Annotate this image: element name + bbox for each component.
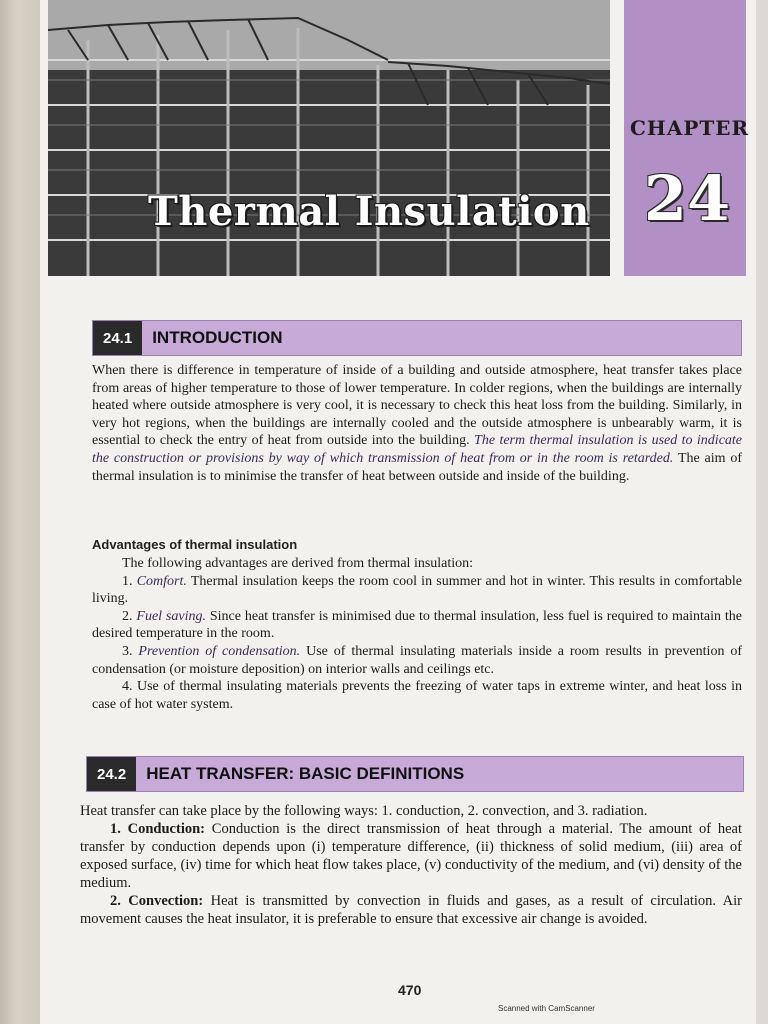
scanner-watermark: Scanned with CamScanner: [498, 1004, 595, 1013]
chapter-banner-photo: [48, 0, 610, 276]
introduction-paragraph: [92, 362, 742, 485]
convection-paragraph: 2. Convection: Heat is transmitted by convection in fluids and gases, as a result of circulation. Air movement causes the heat insulator, it is preferable to ensure that excessive air change is avoided.: [80, 893, 742, 927]
chapter-label: CHAPTER: [630, 116, 750, 140]
book-spine-edge: [0, 0, 44, 1024]
heat-transfer-body: [80, 802, 742, 928]
advantages-heading: Advantages of thermal insulation: [92, 537, 298, 552]
advantages-list: [92, 555, 742, 713]
section-title: INTRODUCTION: [152, 328, 283, 347]
chapter-number: 24: [643, 162, 731, 235]
section-heading-heat-transfer: [86, 756, 744, 792]
section-title: HEAT TRANSFER: BASIC DEFINITIONS: [146, 764, 465, 783]
conduction-paragraph: 1. Conduction: Conduction is the direct transmission of heat through a material. The amount of heat transfer by conduction depends upon (i) temperature difference, (ii) thickness of solid medium, (iii) area of exposed surface, (iv) time for which heat flow takes place, (v) conductivity of the medium, and (vi) density of the medium.: [80, 821, 743, 891]
intro-text-a: When there is difference in temperature of inside of a building and outside atmosphere, heat transfer takes place from areas of higher temperature to those of lower temperature. In colder regions, when the buildings are internally heated where outside atmosphere is very cool, it is necessary to check this heat loss from the building. Similarly, in very hot regions, when the buildings are internally cooled and the outside atmosphere is unbearably warm, it is essential to check the entry of heat from outside into the building.: [92, 363, 742, 449]
list-item: 3. Prevention of condensation. Use of thermal insulating materials inside a room results in prevention of condensation (or moisture deposition) on interior walls and ceilings etc.: [92, 643, 743, 677]
intro-definition: The term thermal insulation is used to indicate the construction or provisions by way of which transmission of heat from or in the room is retarded.: [92, 433, 743, 466]
chapter-tab: [624, 0, 750, 276]
section-heading-introduction: [92, 320, 742, 356]
chapter-title: Thermal Insulation: [148, 188, 590, 235]
section-number: 24.2: [87, 757, 136, 791]
list-item: 4. Use of thermal insulating materials prevents the freezing of water taps in extreme winter, and heat loss in case of hot water system.: [92, 679, 743, 712]
intro-text-b: The aim of thermal insulation is to minimise the transfer of heat between outside and inside of the building.: [92, 450, 743, 484]
section-number: 24.1: [93, 321, 142, 355]
heat-transfer-lead: Heat transfer can take place by the following ways: 1. conduction, 2. convection, and 3. radiation.: [80, 803, 648, 819]
list-item: 1. Comfort. Thermal insulation keeps the room cool in summer and hot in winter. This results in comfortable living.: [92, 573, 743, 607]
page-number: 470: [398, 982, 422, 998]
list-item: 2. Fuel saving. Since heat transfer is minimised due to thermal insulation, less fuel is required to maintain the desired temperature in the room.: [92, 608, 743, 642]
advantages-lead: The following advantages are derived from thermal insulation:: [122, 556, 474, 571]
